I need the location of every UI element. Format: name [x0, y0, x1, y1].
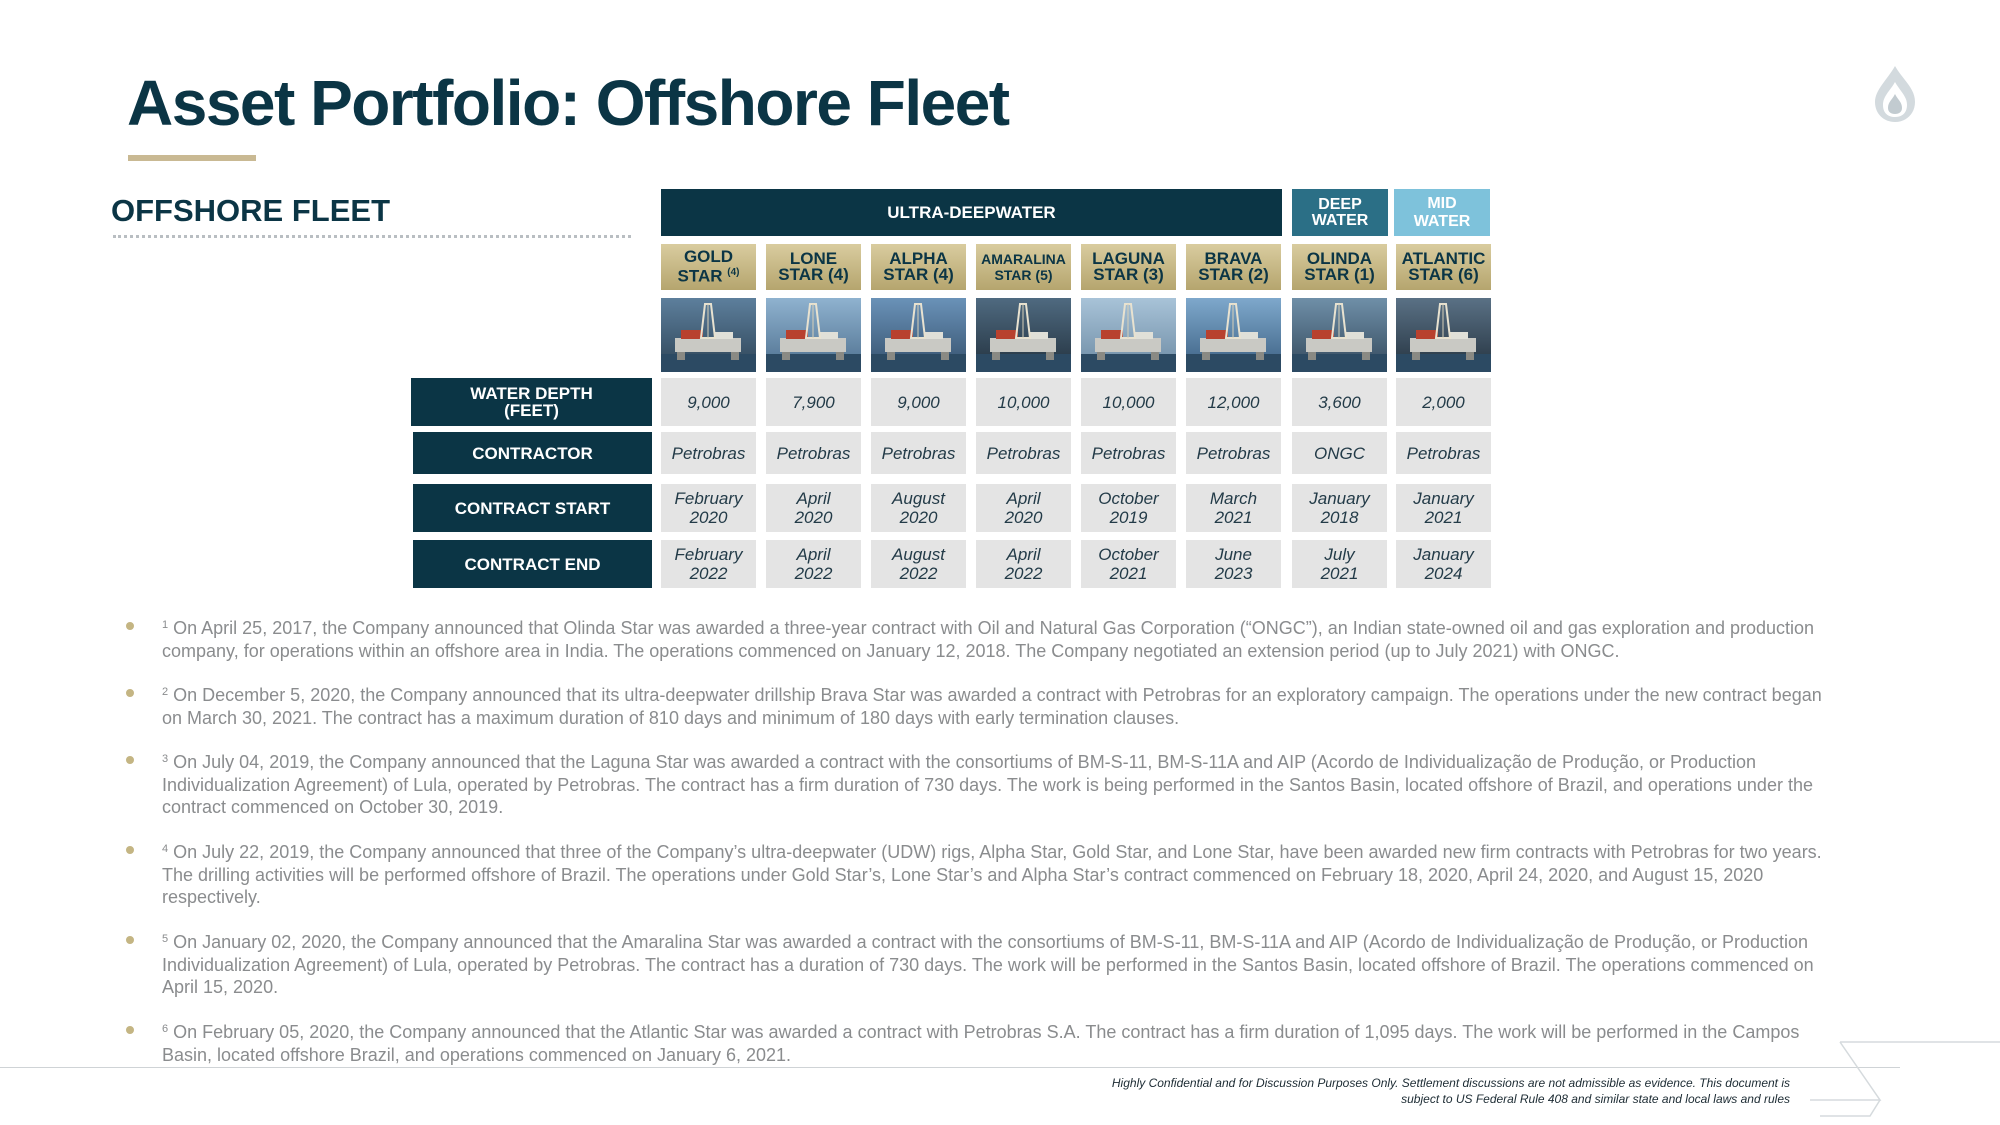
rig-name-line: GOLD [683, 247, 734, 267]
footnote-text: On January 02, 2020, the Company announced that the Amaralina Star was awarded a contract with the consortiums of BM-S-11, BM-S-11A and AIP (Acordo de Individualização de Produção, or Production Individualization Agreement) of Lula, operated by Petrobras. The contract has a duration of 730 days. The work will be performed in the Santos Basin, located offshore of Brazil. The operations commenced on April 15, 2020. [162, 932, 1814, 997]
rig-photo [1081, 298, 1176, 372]
cell-value: Petrobras [1196, 443, 1271, 463]
cell-value: April [1006, 545, 1041, 564]
cell-contract-start [976, 484, 1071, 532]
bullet-icon [126, 689, 134, 697]
cell-value: 2023 [1214, 564, 1253, 583]
cell-value: 10,000 [1102, 392, 1155, 412]
cell-value: January [1413, 489, 1474, 508]
cell-value: ONGC [1314, 443, 1365, 463]
row-label-water-depth [411, 378, 652, 426]
bullet-icon [126, 846, 134, 854]
rig-name-laguna-star [1081, 244, 1176, 290]
cell-value: Petrobras [1406, 443, 1481, 463]
cell-contract-end [1292, 540, 1387, 588]
footnote-text: On February 05, 2020, the Company announced that the Atlantic Star was awarded a contract with Petrobras S.A. The contract has a firm duration of 1,095 days. The work will be performed in the Campos Basin, located offshore Brazil, and operations commenced on January 6, 2021. [162, 1022, 1800, 1065]
rig-photo [1292, 298, 1387, 372]
rig-name-alpha-star [871, 244, 966, 290]
title-underline [128, 155, 256, 161]
cell-value: 2021 [1109, 564, 1148, 583]
row-label-text: CONTRACT START [454, 498, 611, 518]
cell-value: 2022 [689, 564, 728, 583]
cell-water-depth [1396, 378, 1491, 426]
rig-photo [976, 298, 1071, 372]
cell-contract-end [766, 540, 861, 588]
rig-photo [1396, 298, 1491, 372]
footer-divider [0, 1067, 1900, 1068]
cell-value: 2020 [794, 508, 833, 527]
rig-name-line: ATLANTIC [1401, 249, 1486, 268]
footnote-text: On July 04, 2019, the Company announced that the Laguna Star was awarded a contract with the consortiums of BM-S-11, BM-S-11A and AIP (Acordo de Individualização de Produção, or Production Individualization Agreement) of Lula, operated by Petrobras. The contract has a firm duration of 730 days. The work is being performed in the Santos Basin, located offshore of Brazil, and operations under the contract commenced on October 30, 2019. [162, 752, 1813, 817]
footnote-number: 3 [162, 753, 169, 765]
rig-name-line: ALPHA [889, 249, 948, 268]
cell-value: 2021 [1320, 564, 1359, 583]
footnote-text: On July 22, 2019, the Company announced that three of the Company’s ultra-deepwater (UDW) rigs, Alpha Star, Gold Star, and Lone Star, have been awarded new firm contracts with Petrobras for two years. The drilling activities will be performed offshore of Brazil. The operations under Gold Star’s, Lone Star’s and Alpha Star’s contract commenced on February 18, 2020, April 24, 2020, and August 15, 2020 respectively. [162, 842, 1822, 907]
cell-value: 2,000 [1422, 392, 1465, 412]
cell-contract-start [766, 484, 861, 532]
cell-value: Petrobras [776, 443, 851, 463]
cell-value: 9,000 [687, 392, 730, 412]
cell-value: February [674, 489, 743, 508]
cell-value: August [892, 545, 945, 564]
cell-value: 9,000 [897, 392, 940, 412]
footnote-text: On December 5, 2020, the Company announced that its ultra-deepwater drillship Brava Star was awarded a contract with Petrobras for an exploratory campaign. The operations under the new contract began on March 30, 2021. The contract has a maximum duration of 810 days and minimum of 180 days with early termination clauses. [162, 685, 1822, 728]
corner-decoration-icon [1810, 1038, 2000, 1125]
cell-contractor [1292, 432, 1387, 474]
cell-contract-end [1081, 540, 1176, 588]
rig-name-olinda-star [1292, 244, 1387, 290]
cell-contractor [1081, 432, 1176, 474]
cell-value: October [1098, 489, 1159, 508]
cell-contractor [766, 432, 861, 474]
group-ultra-deepwater [661, 189, 1282, 236]
cell-water-depth [766, 378, 861, 426]
group-deep-water [1292, 189, 1388, 236]
cell-contract-start [1396, 484, 1491, 532]
row-label-line: WATER DEPTH [470, 384, 593, 403]
rig-name-line: STAR (4) [883, 265, 954, 284]
cell-contract-start [871, 484, 966, 532]
cell-value: 2020 [689, 508, 728, 527]
rig-name-atlantic-star [1396, 244, 1491, 290]
rig-name-line: STAR (2) [1198, 265, 1269, 284]
cell-water-depth [661, 378, 756, 426]
cell-value: 7,900 [792, 392, 835, 412]
rig-name-line: LAGUNA [1092, 249, 1165, 268]
rig-name-line: STAR (6) [1408, 265, 1479, 284]
cell-contract-end [1186, 540, 1281, 588]
cell-contractor [871, 432, 966, 474]
cell-value: January [1309, 489, 1370, 508]
rig-photo [1186, 298, 1281, 372]
cell-water-depth [976, 378, 1071, 426]
cell-contract-start [1292, 484, 1387, 532]
rig-name-line: STAR (4) [778, 265, 849, 284]
confidentiality-disclaimer [1000, 1075, 1790, 1107]
rig-name-line [678, 265, 740, 285]
dotted-divider [113, 235, 631, 238]
cell-value: June [1215, 545, 1252, 564]
bullet-icon [126, 1026, 134, 1034]
cell-value: 2021 [1214, 508, 1253, 527]
cell-value: 2020 [1004, 508, 1043, 527]
cell-water-depth [1081, 378, 1176, 426]
cell-value: 2024 [1424, 564, 1463, 583]
cell-value: 2018 [1320, 508, 1359, 527]
cell-value: Petrobras [986, 443, 1061, 463]
footnote [162, 614, 1842, 662]
disclaimer-line: Highly Confidential and for Discussion Purposes Only. Settlement discussions are not admissible as evidence. This document is [1111, 1076, 1790, 1090]
cell-contractor [1186, 432, 1281, 474]
cell-value: Petrobras [1091, 443, 1166, 463]
footnote-ref: (4) [727, 267, 740, 279]
cell-value: August [892, 489, 945, 508]
cell-contract-end [1396, 540, 1491, 588]
row-label-text: CONTRACT END [464, 554, 601, 574]
cell-value: 12,000 [1207, 392, 1260, 412]
bullet-icon [126, 756, 134, 764]
cell-value: March [1209, 489, 1258, 508]
rig-photo [661, 298, 756, 372]
page-title: Asset Portfolio: Offshore Fleet [127, 67, 1009, 139]
rig-name-line: STAR (5) [994, 267, 1053, 283]
group-label: WATER [1413, 212, 1471, 230]
cell-value: April [796, 489, 831, 508]
cell-value: February [674, 545, 743, 564]
bullet-icon [126, 936, 134, 944]
rig-name-amaralina-star [976, 244, 1071, 290]
cell-value: 2019 [1109, 508, 1148, 527]
cell-value: January [1413, 545, 1474, 564]
cell-contract-end [871, 540, 966, 588]
rig-name-text: STAR [677, 266, 723, 286]
footnote [162, 1018, 1842, 1066]
row-label-text: CONTRACTOR [472, 443, 593, 463]
rig-photo [871, 298, 966, 372]
group-label: WATER [1311, 211, 1369, 229]
bullet-icon [126, 622, 134, 630]
cell-value: 2021 [1424, 508, 1463, 527]
cell-value: 2022 [794, 564, 833, 583]
footnote-number: 6 [162, 1023, 169, 1035]
group-label: ULTRA-DEEPWATER [887, 203, 1056, 222]
cell-contract-start [661, 484, 756, 532]
footnote-number: 2 [162, 686, 169, 698]
cell-contract-end [661, 540, 756, 588]
rig-name-line: STAR (1) [1304, 265, 1375, 284]
cell-water-depth [1186, 378, 1281, 426]
cell-contractor [1396, 432, 1491, 474]
cell-value: April [796, 545, 831, 564]
cell-value: 2020 [899, 508, 938, 527]
row-label-line: (FEET) [504, 401, 559, 420]
flame-logo-icon [1873, 64, 1917, 124]
rig-name-line: STAR (3) [1093, 265, 1164, 284]
cell-water-depth [1292, 378, 1387, 426]
footnote [162, 838, 1842, 909]
rig-name-line: OLINDA [1306, 249, 1373, 268]
rig-name-line: AMARALINA [981, 251, 1066, 267]
cell-contractor [976, 432, 1071, 474]
cell-value: Petrobras [671, 443, 746, 463]
cell-value: 3,600 [1318, 392, 1361, 412]
rig-name-line: BRAVA [1204, 249, 1263, 268]
cell-water-depth [871, 378, 966, 426]
cell-value: October [1098, 545, 1159, 564]
cell-value: April [1006, 489, 1041, 508]
rig-name-gold-star [661, 244, 756, 290]
group-mid-water [1394, 189, 1490, 236]
cell-contractor [661, 432, 756, 474]
rig-photo [766, 298, 861, 372]
cell-contract-start [1081, 484, 1176, 532]
row-label-contractor [413, 432, 652, 474]
rig-name-line: LONE [789, 249, 838, 268]
footnote [162, 928, 1842, 999]
footnote-number: 5 [162, 933, 169, 945]
rig-name-lone-star [766, 244, 861, 290]
footnote-text: On April 25, 2017, the Company announced that Olinda Star was awarded a three-year contract with Oil and Natural Gas Corporation (“ONGC”), an Indian state-owned oil and gas exploration and production company, for operations within an offshore area in India. The operations commenced on January 12, 2018. The Company negotiated an extension period (up to July 2021) with ONGC. [162, 618, 1815, 661]
cell-value: 10,000 [997, 392, 1050, 412]
rig-name-brava-star [1186, 244, 1281, 290]
footnote [162, 681, 1842, 729]
row-label-contract-start [413, 484, 652, 532]
cell-value: Petrobras [881, 443, 956, 463]
group-label: MID [1427, 194, 1457, 212]
footnote-number: 4 [162, 843, 169, 855]
disclaimer-line: subject to US Federal Rule 408 and similar state and local laws and rules [1401, 1092, 1790, 1106]
row-label-contract-end [413, 540, 652, 588]
group-label: DEEP [1318, 195, 1362, 213]
cell-value: July [1324, 545, 1355, 564]
cell-value: 2022 [1004, 564, 1043, 583]
footnote [162, 748, 1842, 819]
cell-contract-start [1186, 484, 1281, 532]
section-heading: OFFSHORE FLEET [111, 193, 390, 228]
cell-value: 2022 [899, 564, 938, 583]
cell-contract-end [976, 540, 1071, 588]
footnote-number: 1 [162, 619, 169, 631]
